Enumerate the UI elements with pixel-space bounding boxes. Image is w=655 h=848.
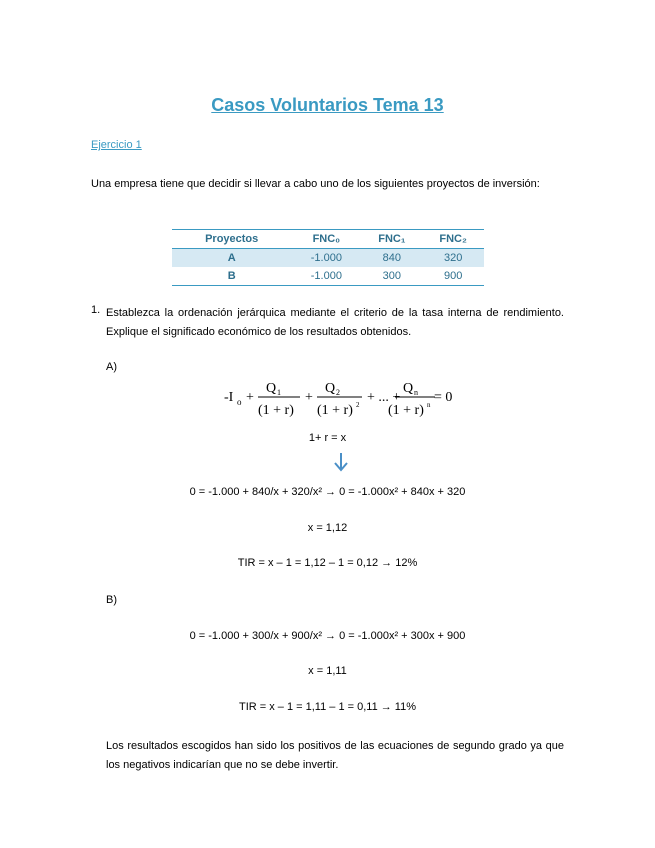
question-number: 1. (91, 304, 101, 316)
header-proyectos: Proyectos (205, 233, 259, 245)
formula-den2: (1 + r) (317, 403, 353, 418)
cell-fnc0: -1.000 (310, 252, 342, 264)
part-a-label: A) (106, 361, 117, 373)
page-title: Casos Voluntarios Tema 13 (211, 95, 444, 115)
irr-formula (222, 374, 454, 424)
question-text: Establezca la ordenación jerárquica mediante el criterio de la tasa interna de rendimiento. Explique el significado económico de los resultados obtenidos. (106, 307, 564, 338)
formula-expn: n (427, 401, 431, 409)
table-row (172, 249, 484, 268)
tir-b: TIR = x – 1 = 1,11 – 1 = 0,11 → 11% (238, 701, 417, 713)
cell-fnc1: 300 (382, 270, 401, 282)
cell-proyecto: A (227, 252, 236, 264)
solution-b: x = 1,11 (308, 665, 347, 677)
table-header-row (172, 230, 484, 249)
formula-q1-sub: 1 (277, 388, 281, 397)
projects-table (172, 229, 484, 286)
formula-sub-o: o (237, 397, 242, 407)
formula-q1: Q (266, 381, 277, 396)
formula-exp2: 2 (356, 401, 360, 409)
cell-fnc1: 840 (382, 252, 401, 264)
table-row (172, 267, 484, 286)
solution-a: x = 1,12 (307, 522, 348, 534)
formula-equals-zero: = 0 (434, 390, 453, 405)
header-fnc2: FNC₂ (439, 233, 467, 245)
equation-b: 0 = -1.000 + 300/x + 900/x² → 0 = -1.000x² + 300x + 900 (189, 630, 466, 642)
formula-plus: + (305, 390, 313, 405)
header-fnc0: FNC₀ (312, 233, 341, 245)
cell-fnc2: 320 (443, 252, 463, 264)
cell-fnc0: -1.000 (310, 270, 342, 282)
part-b-label: B) (106, 594, 117, 606)
formula-plus: + (246, 390, 254, 405)
intro-paragraph: Una empresa tiene que decidir si llevar a cabo uno de los siguientes proyectos de inversión: (91, 178, 540, 190)
exercise-heading: Ejercicio 1 (91, 139, 142, 151)
formula-qn-sub: n (414, 388, 418, 397)
tir-a: TIR = x – 1 = 1,12 – 1 = 0,12 → 12% (237, 557, 418, 569)
down-arrow-icon (333, 451, 349, 473)
formula-q2: Q (325, 381, 336, 396)
formula-dots: + ... + (367, 390, 401, 405)
equation-a: 0 = -1.000 + 840/x + 320/x² → 0 = -1.000x² + 840x + 320 (189, 486, 466, 498)
formula-q2-sub: 2 (336, 388, 340, 397)
header-fnc1: FNC₁ (378, 233, 406, 245)
cell-fnc2: 900 (443, 270, 463, 282)
formula-den1: (1 + r) (258, 403, 294, 418)
formula-minus-i: -I (224, 390, 234, 405)
cell-proyecto: B (227, 270, 236, 282)
formula-qn: Q (403, 381, 414, 396)
formula-denn: (1 + r) (388, 403, 424, 418)
conclusion-paragraph: Los resultados escogidos han sido los positivos de las ecuaciones de segundo grado ya que los negativos indicarían que no se debe invertir. (106, 740, 564, 771)
substitution-line: 1+ r = x (308, 432, 347, 444)
